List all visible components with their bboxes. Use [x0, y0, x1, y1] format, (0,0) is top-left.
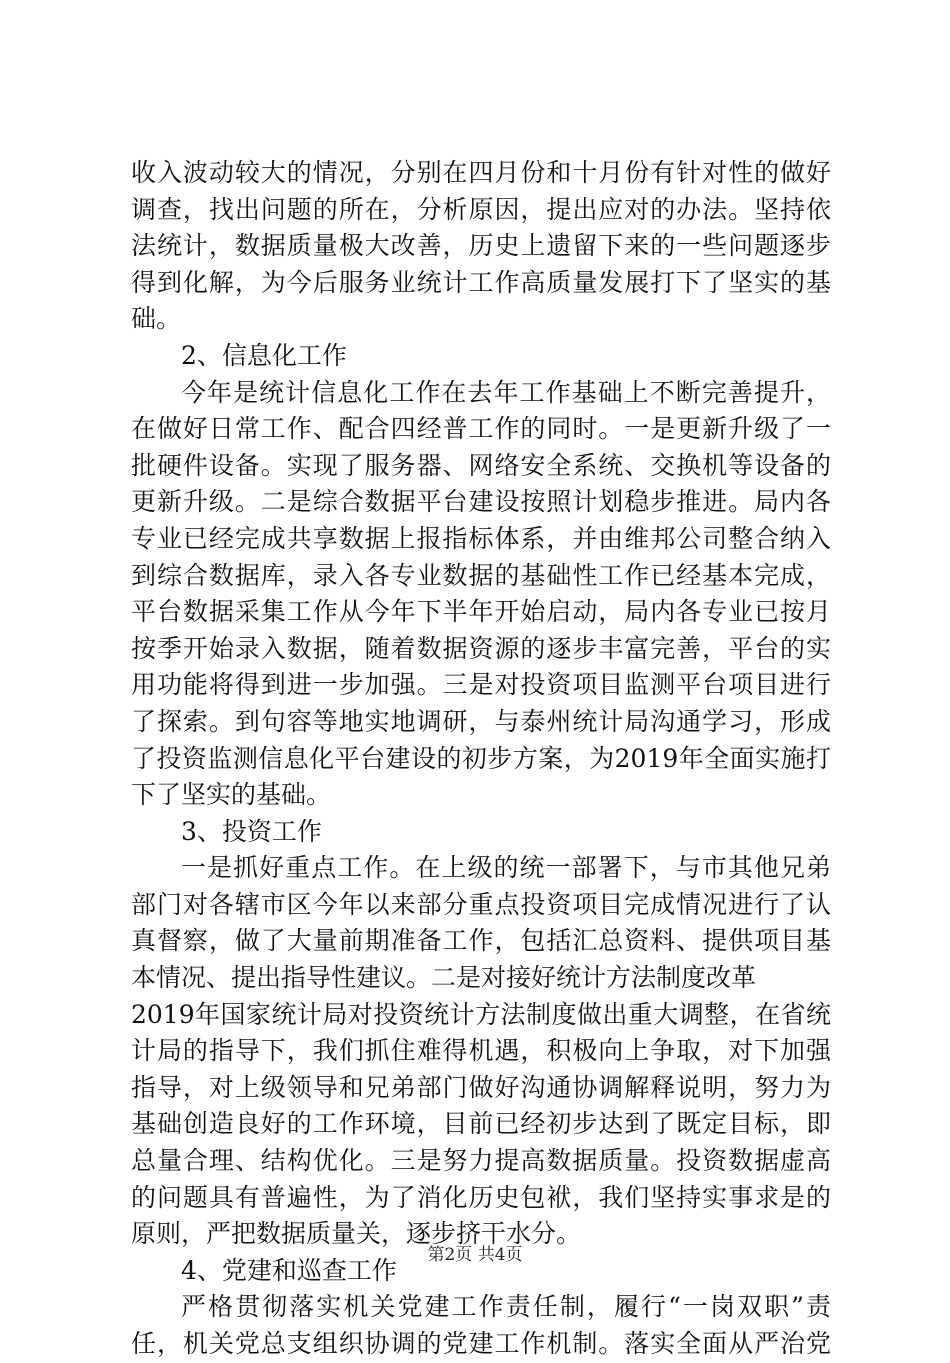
text-line: 用功能将得到进一步加强。三是对投资项目监测平台项目进行 [131, 670, 831, 700]
text-line: 法统计，数据质量极大改善，历史上遗留下来的一些问题逐步 [131, 231, 831, 261]
section-heading-party-building: 4、党建和巡查工作 [181, 1255, 397, 1285]
text-line: 到综合数据库，录入各专业数据的基础性工作已经基本完成， [131, 560, 831, 590]
text-line: 的问题具有普遍性，为了消化历史包袱，我们坚持实事求是的 [131, 1182, 831, 1212]
text-line: 收入波动较大的情况，分别在四月份和十月份有针对性的做好 [131, 158, 831, 187]
text-line: 下了坚实的基础。 [131, 780, 332, 810]
document-body [131, 155, 831, 1363]
text-line: 原则，严把数据质量关，逐步挤干水分。 [131, 1219, 582, 1249]
text-line: 基础创造良好的工作环境，目前已经初步达到了既定目标，即 [131, 1109, 831, 1139]
paragraph-service-statistics [131, 155, 831, 338]
text-line: 任，机关党总支组织协调的党建工作机制。落实全面从严治党 [131, 1329, 831, 1358]
paragraph-informatization [131, 375, 831, 814]
text-line: 了投资监测信息化平台建设的初步方案，为2019年全面实施打 [131, 743, 831, 773]
text-line: 按季开始录入数据，随着数据资源的逐步丰富完善，平台的实 [131, 633, 831, 663]
text-line: 更新升级。二是综合数据平台建设按照计划稳步推进。局内各 [131, 487, 831, 517]
text-line: 了探索。到句容等地实地调研，与泰州统计局沟通学习，形成 [131, 706, 831, 736]
text-line: 总量合理、结构优化。三是努力提高数据质量。投资数据虚高 [131, 1146, 831, 1176]
text-line: 调查，找出问题的所在，分析原因，提出应对的办法。坚持依 [131, 194, 831, 224]
text-line: 批硬件设备。实现了服务器、网络安全系统、交换机等设备的 [131, 450, 831, 480]
text-line: 平台数据采集工作从今年下半年开始启动，局内各专业已按月 [131, 597, 831, 627]
text-line: 2019年国家统计局对投资统计方法制度做出重大调整，在省统 [131, 999, 831, 1029]
text-line: 专业已经完成共享数据上报指标体系，并由维邦公司整合纳入 [131, 523, 831, 553]
text-line: 指导，对上级领导和兄弟部门做好沟通协调解释说明，努力为 [131, 1072, 831, 1102]
text-line: 本情况、提出指导性建议。二是对接好统计方法制度改革 [131, 963, 757, 993]
text-line: 部门对各辖市区今年以来部分重点投资项目完成情况进行了认 [131, 889, 831, 919]
text-line: 得到化解，为今后服务业统计工作高质量发展打下了坚实的基 [131, 267, 831, 297]
text-line: 一是抓好重点工作。在上级的统一部署下，与市其他兄弟 [181, 853, 831, 883]
paragraph-investment [131, 850, 831, 1253]
text-line: 今年是统计信息化工作在去年工作基础上不断完善提升， [181, 377, 831, 407]
text-line: 计局的指导下，我们抓住难得机遇，积极向上争取，对下加强 [131, 1036, 831, 1066]
paragraph-party-building [131, 1289, 831, 1362]
text-line: 础。 [131, 304, 182, 334]
section-heading-informatization: 2、信息化工作 [181, 340, 347, 370]
text-line: 在做好日常工作、配合四经普工作的同时。一是更新升级了一 [131, 414, 831, 444]
text-line: 真督察，做了大量前期准备工作，包括汇总资料、提供项目基 [131, 926, 831, 956]
section-heading-investment: 3、投资工作 [181, 816, 322, 846]
page-number-footer: 第2页 共4页 [427, 1245, 523, 1265]
text-line: 严格贯彻落实机关党建工作责任制，履行“一岗双职”责 [181, 1292, 831, 1322]
